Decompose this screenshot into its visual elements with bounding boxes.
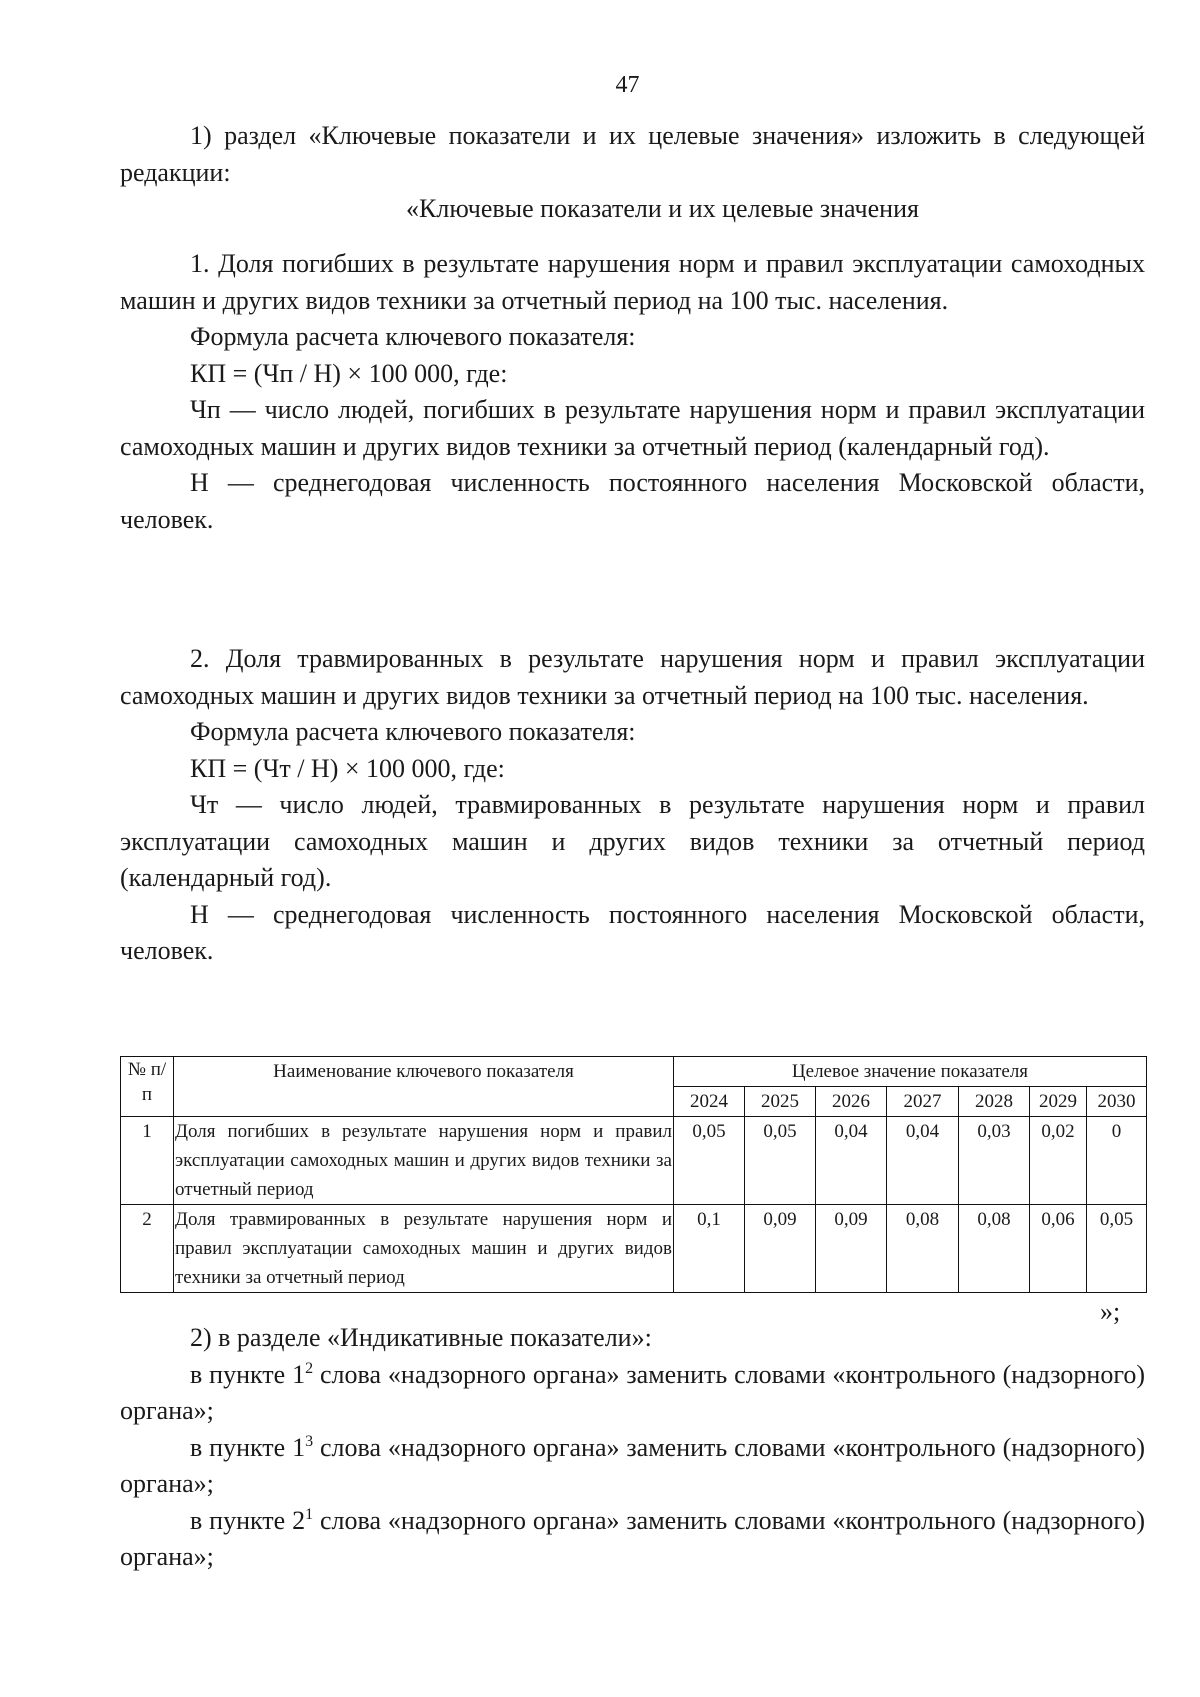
amendment-item xyxy=(120,1430,1145,1503)
amendment-item xyxy=(120,1503,1145,1576)
year-header: 2029 xyxy=(1030,1087,1087,1117)
indicator-2-variable-cht: Чт — число людей, травмированных в результате нарушения норм и правил эксплуатации самоходных машин и других видов техники за отчетный период (календарный год). xyxy=(120,790,1145,892)
amendment-prefix: в пункте 1 xyxy=(190,1432,306,1462)
column-header-number: № п/п xyxy=(121,1057,174,1117)
indicator-1-section xyxy=(120,246,1145,538)
section-2-title: 2) в разделе «Индикативные показатели»: xyxy=(190,1323,652,1352)
column-header-name: Наименование ключевого показателя xyxy=(174,1057,674,1117)
amendment-superscript: 3 xyxy=(305,1432,314,1450)
row-number: 1 xyxy=(121,1117,174,1205)
indicator-1-title: 1. Доля погибших в результате нарушения норм и правил эксплуатации самоходных машин и других видов техники за отчетный период на 100 тыс. населения. xyxy=(120,249,1145,315)
row-value: 0,02 xyxy=(1030,1117,1087,1205)
row-value: 0,1 xyxy=(674,1205,745,1293)
section-heading: «Ключевые показатели и их целевые значения xyxy=(406,194,919,223)
intro-section xyxy=(120,118,1145,228)
row-value: 0,05 xyxy=(1087,1205,1147,1293)
row-value: 0,05 xyxy=(745,1117,816,1205)
intro-line: 1) раздел «Ключевые показатели и их целевые значения» изложить в следующей редакции: xyxy=(120,121,1145,187)
indicator-2-formula: КП = (Чт / Н) × 100 000, где: xyxy=(190,753,505,783)
row-value: 0,04 xyxy=(887,1117,959,1205)
column-header-target: Целевое значение показателя xyxy=(674,1057,1147,1087)
indicator-2-formula-caption: Формула расчета ключевого показателя: xyxy=(190,717,636,746)
row-value: 0,09 xyxy=(816,1205,887,1293)
row-indicator-name: Доля погибших в результате нарушения норм и правил эксплуатации самоходных машин и других видов техники за отчетный период xyxy=(174,1117,674,1205)
row-value: 0,05 xyxy=(674,1117,745,1205)
indicator-1-variable-chp: Чп — число людей, погибших в результате нарушения норм и правил эксплуатации самоходных машин и других видов техники за отчетный период (календарный год). xyxy=(120,395,1145,461)
closing-quote: »; xyxy=(1100,1297,1121,1326)
amendment-prefix: в пункте 1 xyxy=(190,1359,306,1389)
year-header: 2027 xyxy=(887,1087,959,1117)
row-value: 0,04 xyxy=(816,1117,887,1205)
table-header-row xyxy=(121,1057,1147,1087)
indicator-2-variable-n: Н — среднегодовая численность постоянного населения Московской области, человек. xyxy=(120,899,1145,965)
indicator-1-formula: КП = (Чп / Н) × 100 000, где: xyxy=(190,358,508,388)
page-number: 47 xyxy=(615,72,640,98)
row-value: 0,06 xyxy=(1030,1205,1087,1293)
amendment-superscript: 1 xyxy=(305,1505,314,1523)
table-row xyxy=(121,1117,1147,1205)
amendment-prefix: в пункте 2 xyxy=(190,1505,306,1535)
kpi-table xyxy=(120,1056,1147,1293)
row-value: 0,03 xyxy=(959,1117,1030,1205)
row-value: 0 xyxy=(1087,1117,1147,1205)
row-indicator-name: Доля травмированных в результате нарушения норм и правил эксплуатации самоходных машин и других видов техники за отчетный период xyxy=(174,1205,674,1293)
amendment-text: слова «надзорного органа» заменить словами «контрольного (надзорного) органа»; xyxy=(120,1359,1146,1425)
row-value: 0,08 xyxy=(959,1205,1030,1293)
year-header: 2025 xyxy=(745,1087,816,1117)
amendment-superscript: 2 xyxy=(305,1359,314,1377)
table-row xyxy=(121,1205,1147,1293)
indicator-1-formula-caption: Формула расчета ключевого показателя: xyxy=(190,322,636,351)
section-2 xyxy=(120,1320,1145,1576)
year-header: 2030 xyxy=(1087,1087,1147,1117)
indicator-1-variable-n: Н — среднегодовая численность постоянного населения Московской области, человек. xyxy=(120,468,1145,534)
amendment-text: слова «надзорного органа» заменить словами «контрольного (надзорного) органа»; xyxy=(120,1432,1146,1498)
year-header: 2024 xyxy=(674,1087,745,1117)
amendment-text: слова «надзорного органа» заменить словами «контрольного (надзорного) органа»; xyxy=(120,1505,1146,1571)
indicator-2-section xyxy=(120,641,1145,970)
row-number: 2 xyxy=(121,1205,174,1293)
indicator-2-title: 2. Доля травмированных в результате нарушения норм и правил эксплуатации самоходных машин и других видов техники за отчетный период на 100 тыс. населения. xyxy=(120,644,1145,710)
year-header: 2026 xyxy=(816,1087,887,1117)
year-header: 2028 xyxy=(959,1087,1030,1117)
row-value: 0,09 xyxy=(745,1205,816,1293)
row-value: 0,08 xyxy=(887,1205,959,1293)
amendment-item xyxy=(120,1357,1145,1430)
